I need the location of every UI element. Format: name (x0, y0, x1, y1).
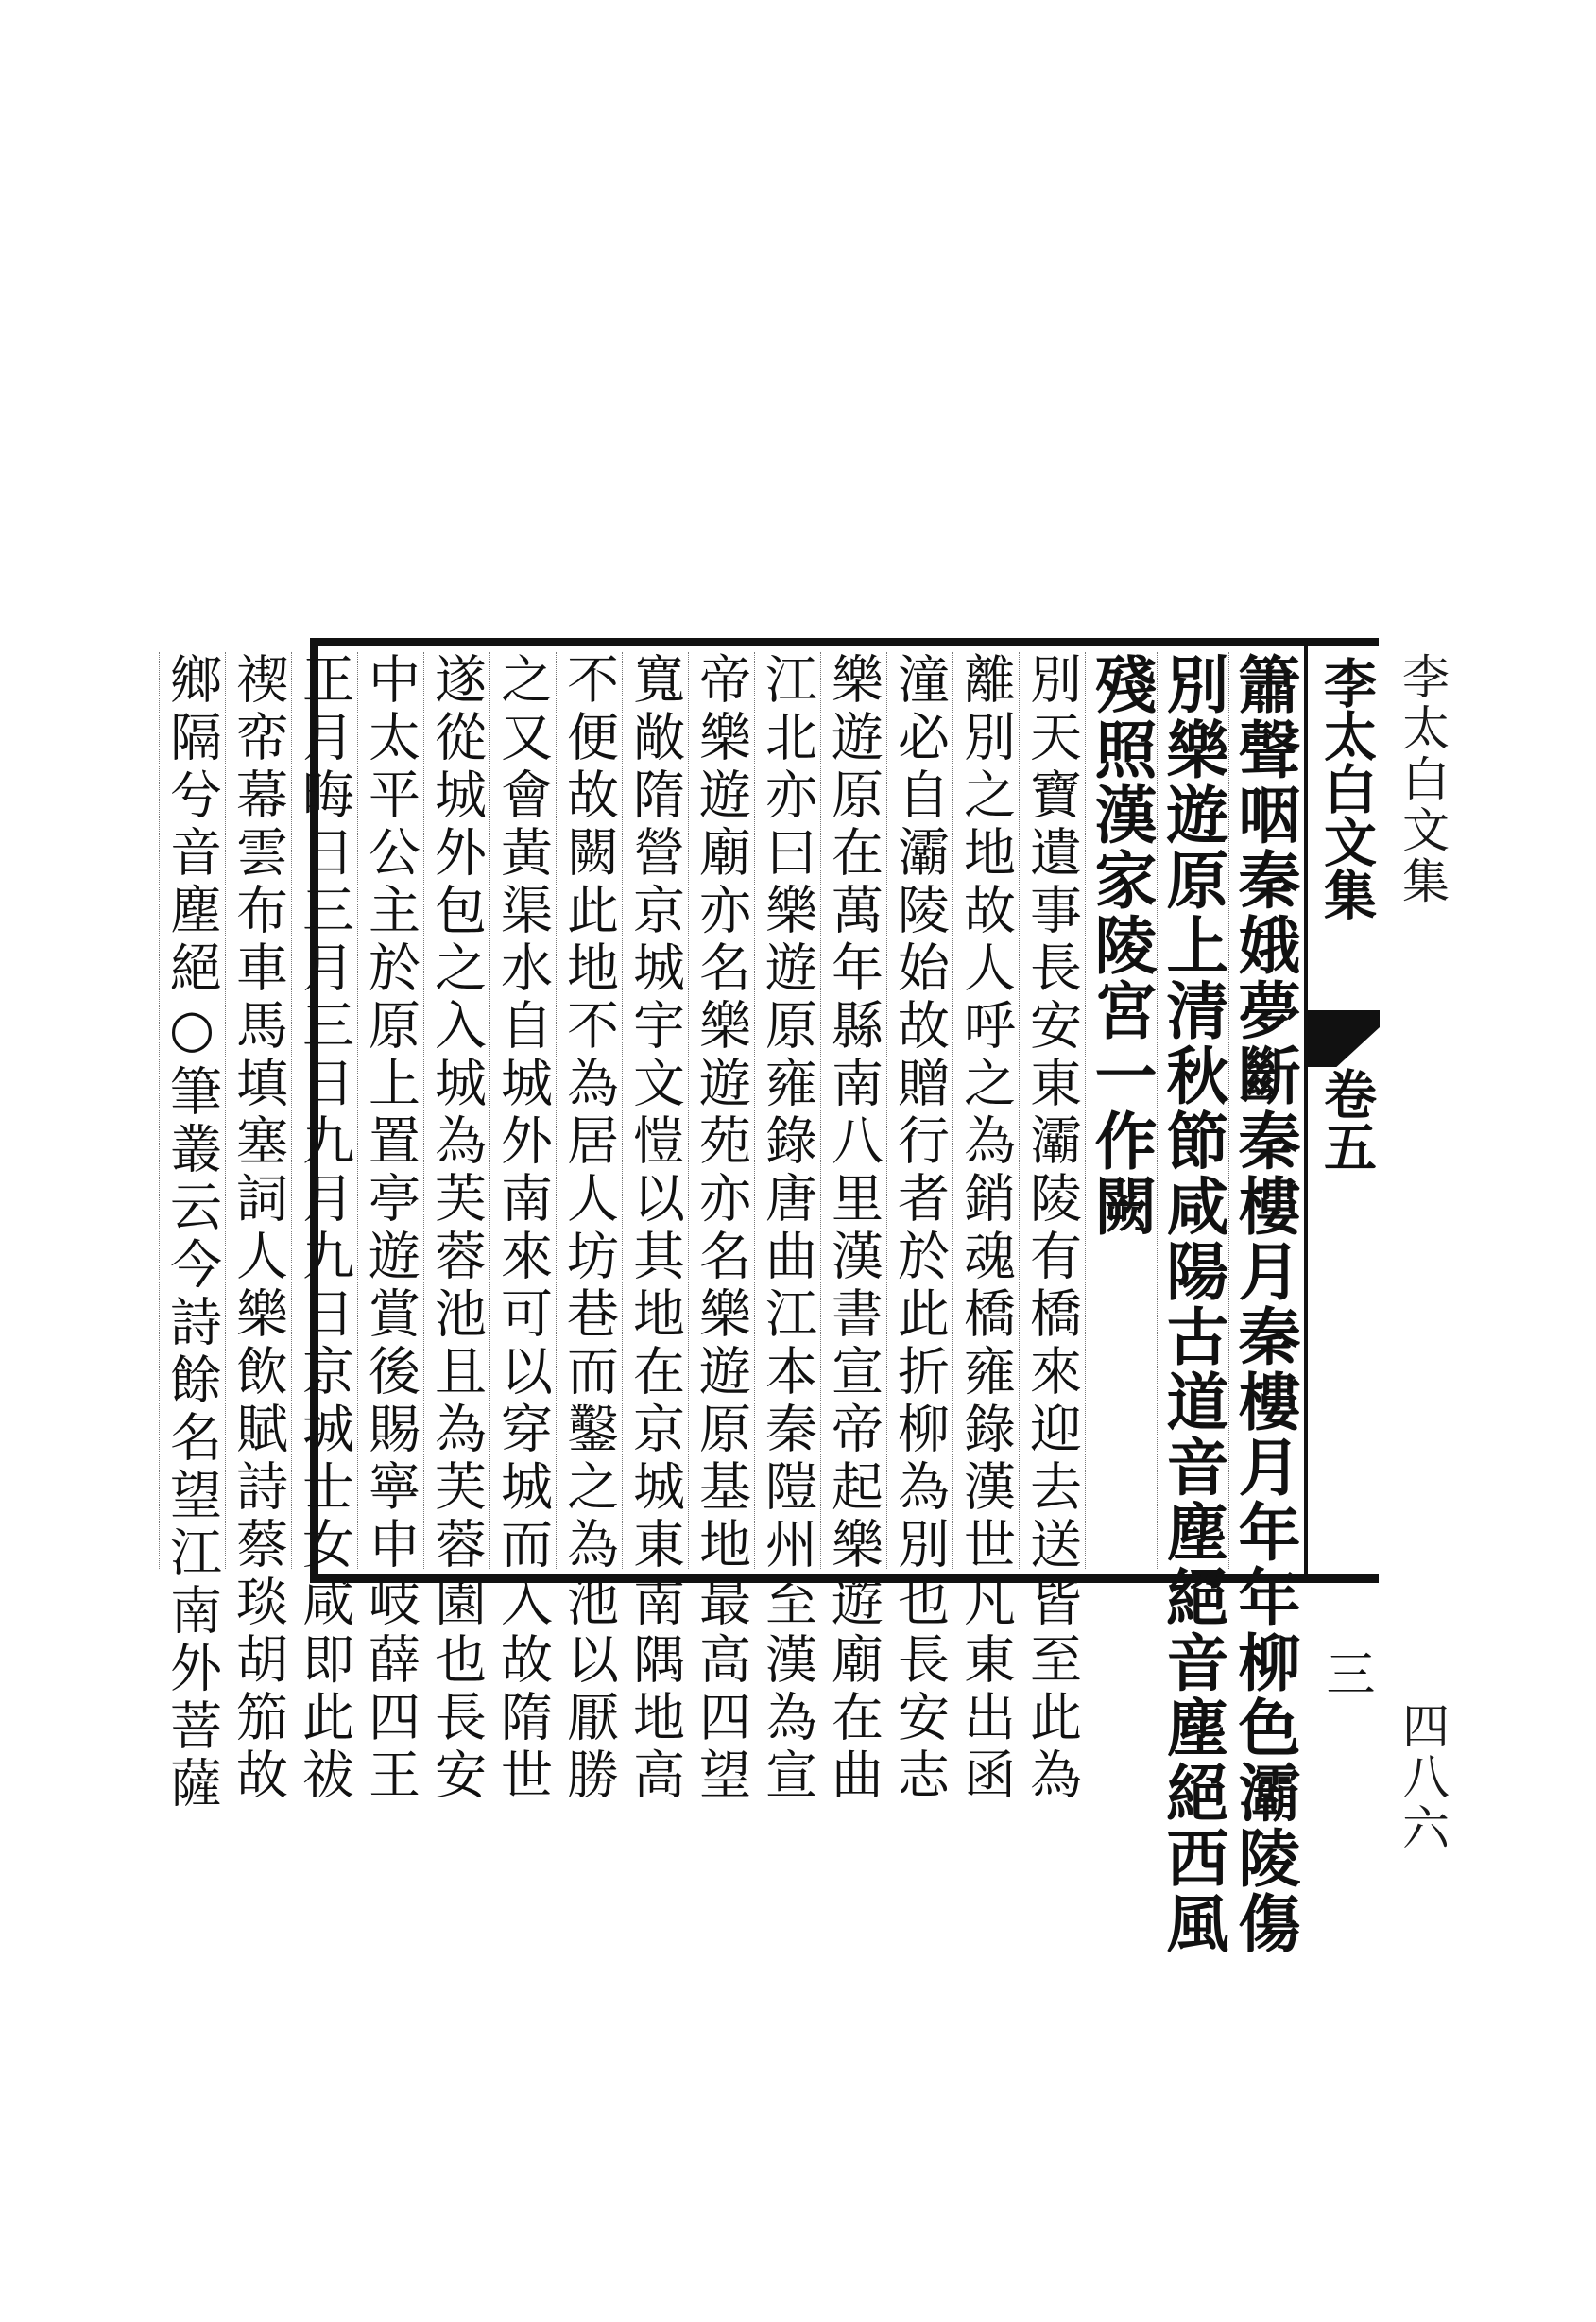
commentary-column: 鄉隔兮音塵絕○筆叢云今詩餘名望江南外菩薩 (159, 652, 225, 1569)
commentary-column: 遂從城外包之入城為芙蓉池且為芙蓉園也長安 (423, 652, 489, 1569)
center-column-volume: 卷五 (1315, 1067, 1378, 1173)
commentary-column: 中太平公主於原上置亭遊賞後賜寧申岐薛四王 (357, 652, 423, 1569)
commentary-column: 寬敞隋營京城宇文愷以其地在京城東南隅地高 (622, 652, 688, 1569)
main-text-column: 別樂遊原上清秋節咸陽古道音塵絕音塵絕西風 (1156, 652, 1229, 1956)
text-body (162, 652, 1301, 1956)
main-text-column: 簫聲咽秦娥夢斷秦樓月秦樓月年年柳色灞陵傷 (1227, 652, 1301, 1956)
commentary-column: 江北亦曰樂遊原雍錄唐曲江本秦隑州至漢為宣 (754, 652, 820, 1569)
running-head: 李太白文集 (1395, 652, 1450, 907)
commentary-column: 別天寶遺事長安東灞陵有橋來迎去送皆至此為 (1019, 652, 1085, 1569)
commentary-column: 離別之地故人呼之為銷魂橋雍錄漢世凡東出函 (952, 652, 1019, 1569)
fishtail-mark-icon (1308, 1010, 1380, 1067)
commentary-column: 禊帟幕雲布車馬填塞詞人樂飲賦詩蔡琰胡笳故 (225, 652, 291, 1569)
commentary-column: 不便故闕此地不為居人坊巷而鑿之為池以厭勝 (556, 652, 622, 1569)
center-column (1304, 646, 1380, 1697)
commentary-column: 潼必自灞陵始故贈行者於此折柳為別也長安志 (886, 652, 952, 1569)
main-text-column: 殘照漢家陵宮一作闕 (1085, 652, 1157, 1569)
commentary-column: 之又會黃渠水自城外南來可以穿城而入故隋世 (489, 652, 556, 1569)
page-number: 四八六 (1395, 1701, 1450, 1854)
center-column-leaf-number: 三 (1317, 1648, 1374, 1697)
commentary-column: 帝樂遊廟亦名樂遊苑亦名樂遊原基地最高四望 (688, 652, 754, 1569)
center-column-title: 李太白文集 (1315, 656, 1378, 920)
commentary-column: 正月晦日三月三日九月九日京城士女咸即此祓 (291, 652, 357, 1569)
commentary-column: 樂遊原在萬年縣南八里漢書宣帝起樂遊廟在曲 (820, 652, 886, 1569)
